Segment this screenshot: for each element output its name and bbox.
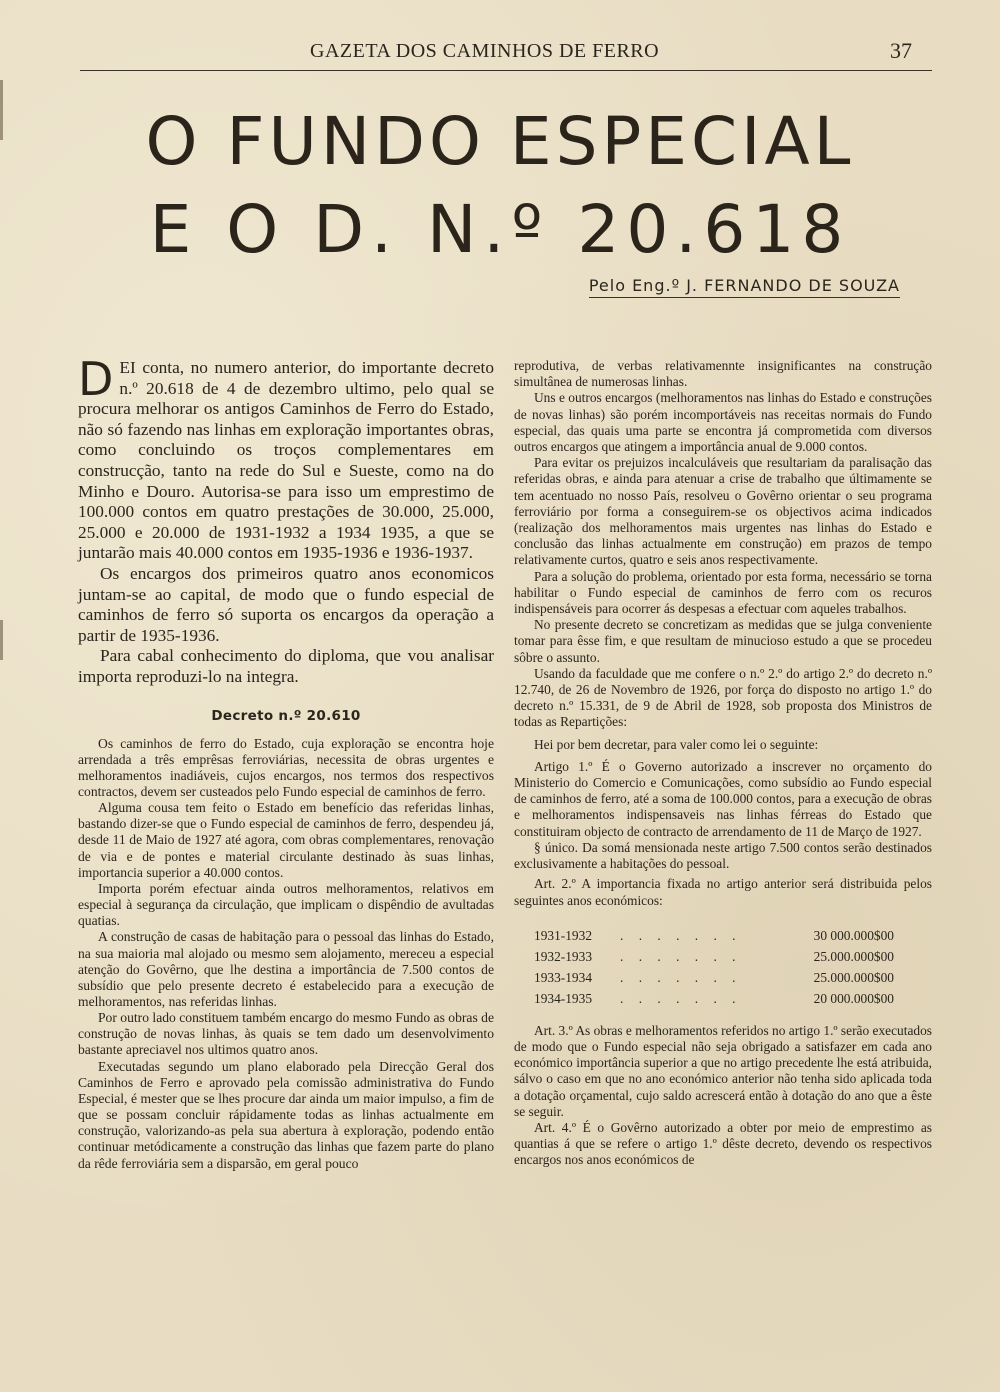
- decree-paragraph: reprodutiva, de verbas relativamennte insignificantes na construção simultânea de numerosas linhas.: [514, 358, 932, 390]
- decree-paragraph: Por outro lado constituem também encargo do mesmo Fundo as obras de construção de novas linhas, às quais se tem dado um desenvolvimento bastante apreciavel nos ultimos quatro anos.: [78, 1010, 494, 1058]
- schedule-leader: . . . . . . .: [620, 990, 742, 1006]
- schedule-row: [534, 988, 894, 1009]
- lead-paragraph: Para cabal conhecimento do diploma, que vou analisar importa reproduzi-lo na integra.: [78, 646, 494, 686]
- decree-paragraph: Executadas segundo um plano elaborado pela Direcção Geral dos Caminhos de Ferro e aprovado pela comissão administrativa do Fundo Especial, é mester que se lhes procure dar ainda um maior impulso, a fim de que se possam concluir rápidamente todas as linhas actualmente em construção, valorizando-as pela sua abertura à exploração, podendo então continuar metódicamente a construção das linhas que fazem parte do plano da rêde ferroviária sem a disparsão, em geral pouco: [78, 1058, 494, 1171]
- schedule-year: 1933-1934: [534, 969, 593, 985]
- annual-schedule: [534, 925, 894, 1009]
- schedule-row: [534, 967, 894, 988]
- decree-paragraph: Para a solução do problema, orientado por esta forma, necessário se torna habilitar o Fundo especial de caminhos de ferro com os recuros indispensáveis para ocorrer ás despesas a efectuar com aqueles trabalhos.: [514, 568, 932, 617]
- page-number: 37: [890, 38, 912, 63]
- schedule-year: 1934-1935: [534, 990, 593, 1006]
- schedule-leader: . . . . . . .: [620, 948, 742, 964]
- schedule-year: 1931-1932: [534, 927, 593, 943]
- article-2: Art. 2.º A importancia fixada no artigo anterior será distribuida pelos seguintes anos económicos:: [514, 876, 932, 908]
- article-1: Artigo 1.º É o Governo autorizado a inscrever no orçamento do Ministerio do Comercio e Comunicações, como subsídio ao Fundo especial de caminhos de ferro, até a soma de 100.000 contos, para a execução de obras e melhoramentos indispensaveis nas linhas férreas do Estado que constituiram objecto de contracto de arrendamento de 11 de Março de 1927.: [514, 758, 932, 839]
- schedule-row: [534, 946, 894, 967]
- schedule-amount: 25.000.000$00: [813, 948, 894, 964]
- schedule-leader: . . . . . . .: [620, 927, 742, 943]
- author-byline: Pelo Eng.º J. FERNANDO DE SOUZA: [589, 276, 900, 298]
- decree-preamble-right: [514, 358, 932, 909]
- enacting-clause: Hei por bem decretar, para valer como lei o seguinte:: [534, 736, 819, 752]
- decree-paragraph: Usando da faculdade que me confere o n.º 2.º do artigo 2.º do decreto n.º 12.740, de 26 de Novembro de 1926, por força do disposto no artigo 1.º do decreto n.º 15.331, de 9 de Abril de 1928, sob proposta dos Ministros de todas as Repartições:: [514, 665, 932, 730]
- article-4: Art. 4.º É o Govêrno autorizado a obter por meio de emprestimo as quantias á que se refere o artigo 1.º dêste decreto, devendo os respectivos encargos nos anos económicos de: [514, 1119, 932, 1168]
- decree-heading: Decreto n.º 20.610: [211, 707, 361, 724]
- schedule-row: [534, 925, 894, 946]
- page-edge-mark: [0, 80, 3, 140]
- article-headline: [60, 98, 940, 274]
- lead-paragraph: DEI conta, no numero anterior, do importante decreto n.º 20.618 de 4 de dezembro ultimo, pelo qual se procura melhorar os antigos Caminhos de Ferro do Estado, não só fazendo nas linhas em exploração importantes obras, como concluindo os troços complementares em construcção, tanto na rede do Sul e Sueste, como na do Minho e Douro. Autorisa-se para isso um emprestimo de 100.000 contos em quatro prestações de 30.000, 25.000, 25.000 e 20.000 de 1931-1932 a 1934 1935, a que se juntarão mais 40.000 contos em 1935-1936 e 1936-1937.: [78, 352, 494, 563]
- article-1-paragraph: § único. Da somá mensionada neste artigo 7.500 contos serão destinados exclusivamente a habitações do pessoal.: [514, 839, 932, 872]
- schedule-amount: 25.000.000$00: [813, 969, 894, 985]
- drop-cap: D: [78, 352, 114, 406]
- decree-paragraph: Importa porém efectuar ainda outros melhoramentos, relativos em especial à segurança da circulação, que implicam o dispêndio de avultadas quatias.: [78, 880, 494, 929]
- left-column: [78, 352, 494, 1172]
- running-header: [80, 36, 932, 71]
- decree-paragraph: A construção de casas de habitação para o pessoal das linhas do Estado, na sua maioria mal alojado ou mesmo sem alojamento, mereceu a especial atenção do Govêrno, que lhe destina a importância de 7.500 contos de subsídio que pelo presente decreto é estabelecido para a execução de melhoramentos, nas referidas linhas.: [78, 929, 494, 1009]
- decree-paragraph: Uns e outros encargos (melhoramentos nas linhas do Estado e construções de novas linhas) são porém incomportáveis nas receitas normais do Fundo especial, das quais uma parte se encontra já comprometida com diversos outros encargos que atingem a importância anual de 9.000 contos.: [514, 390, 932, 455]
- schedule-amount: 20 000.000$00: [813, 990, 894, 1006]
- lead-text: [78, 352, 494, 688]
- schedule-year: 1932-1933: [534, 948, 593, 964]
- publication-title: GAZETA DOS CAMINHOS DE FERRO: [310, 40, 660, 62]
- article-3: Art. 3.º As obras e melhoramentos referidos no artigo 1.º serão executados de modo que o Fundo especial não seja obrigado a satisfazer em cada ano económico importância superior a que no artigo precedente lhe está atribuida, sálvo o caso em que no ano económico anterior não tenha sido aplicada toda a dotação orçamental, cujo saldo acrescerá então à dotação do ano que a êste se seguir.: [514, 1022, 933, 1119]
- schedule-leader: . . . . . . .: [620, 969, 742, 985]
- decree-preamble-left: [78, 736, 494, 1172]
- right-column: [514, 358, 932, 1169]
- decree-paragraph: Para evitar os prejuizos incalculáveis que resultariam da paralisação das referidas obras, e ainda para atenuar a crise de trabalho que últimamente se tem acentuado no nosso País, resolveu o Govêrno orientar o seu programa ferroviário por forma a conseguirem-se os objectivos acima indicados (realização dos melhoramentos mais urgentes nas linhas do Estado e conclusão das linhas actualmente em construção) em prazos de tempo relativamente curtos, quatro e seis anos respectivamente.: [514, 455, 932, 568]
- decree-paragraph: No presente decreto se concretizam as medidas que se julga conveniente tomar para êsse fim, e que resultam de minucioso estudo a que se procedeu sôbre o assunto.: [514, 617, 932, 665]
- decree-paragraph: Alguma cousa tem feito o Estado em benefício das referidas linhas, bastando dizer-se que o Fundo especial de caminhos de ferro, despendeu já, desde 11 de Maio de 1927 até agora, com obras complementares, renovação de via e de pontes e material circulante destinado às suas linhas, importancia superior a 40.000 contos.: [78, 800, 494, 880]
- headline-line-2: E O D. N.º 20.618: [149, 191, 851, 268]
- page-edge-mark: [0, 620, 3, 660]
- headline-line-1: O FUNDO ESPECIAL: [145, 103, 855, 180]
- decree-paragraph: Os caminhos de ferro do Estado, cuja exploração se encontra hoje arrendada a três emprêsas ferroviárias, necessita de obras urgentes e melhoramentos inadiáveis, cujos encargos, nos termos dos respectivos contractos, devem ser custeados pelo Fundo especial de caminhos de ferro.: [78, 735, 494, 799]
- lead-paragraph: Os encargos dos primeiros quatro anos economicos juntam-se ao capital, de modo que o fundo especial de caminhos de ferro só suporta os encargos da operação a partir de 1935-1936.: [78, 563, 494, 645]
- decree-articles-right: [514, 1023, 932, 1169]
- schedule-amount: 30 000.000$00: [813, 927, 894, 943]
